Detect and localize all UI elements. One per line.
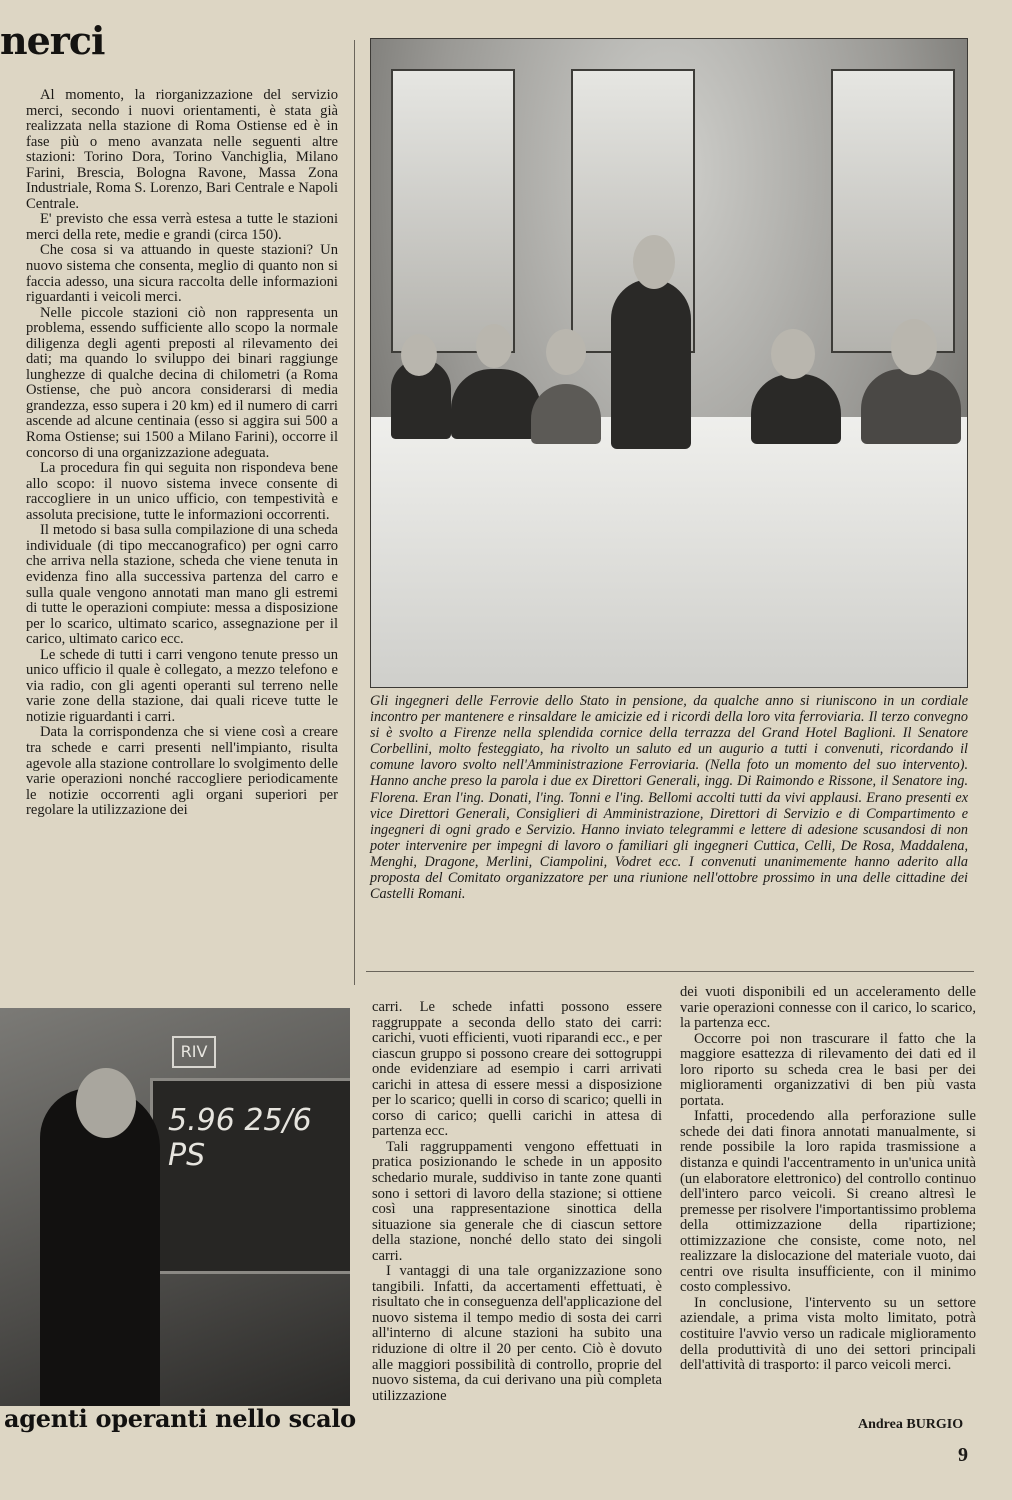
photo-window xyxy=(831,69,955,353)
paragraph: Al momento, la riorganizzazione del servizio merci, secondo i nuovi orientamenti, è stata già realizzata nella stazione di Roma Ostiense ed è in fase più o meno avanzata nelle seguenti altre stazioni: Torino Dora, Torino Vanchiglia, Milano Farini, Brescia, Bologna Ravone, Massa Zona Industriale, Roma S. Lorenzo, Bari Centrale e Napoli Centrale. xyxy=(26,87,338,212)
paragraph: Data la corrispondenza che si viene così a creare tra schede e carri presenti nell'impianto, risulta agevole alla stazione controllare lo svolgimento delle varie operazioni nonché raccogliere periodicamente le notizie occorrenti agli organi superiori per regolare la utilizzazione dei xyxy=(26,724,338,819)
photo-caption: Gli ingegneri delle Ferrovie dello Stato in pensione, da qualche anno si riuniscono in un cordiale incontro per mantenere e rinsaldare le amicizie ed i ricordi della loro vita ferroviaria. Il terzo convegno si è svolto a Firenze nella splendida cornice della terrazza del Grand Hotel Baglioni. Il Senatore Corbellini, molto festeggiato, ha rivolto un saluto ed un augurio a tutti i convenuti, ricordando il comune lavoro svolto nell'Amministrazione Ferroviaria. (Nella foto un momento del suo intervento). Hanno anche preso la parola i due ex Direttori Generali, ingg. Di Raimondo e Rissone, il Senatore ing. Florena. Eran l'ing. Donati, l'ing. Tonni e l'ing. Bellomi accolti tutti da vivi applausi. Erano presenti ex vice Direttori Generali, Consiglieri di Amministrazione, Direttori di Servizio e di Compartimento e ingegneri di ogni grado e Servizio. Hanno inviato telegrammi e lettere di adesione scusandosi di non poter intervenire per impegni di lavoro o familiari gli ingegneri Cuttica, Celli, De Rosa, Maddalena, Menghi, Dragone, Merlini, Ciampolini, Vodret ecc. I convenuti unanimemente hanno aderito alla proposta del Comitato organizzatore per una riunione nell'ottobre prossimo in una delle cittadine dei Castelli Romani. xyxy=(370,693,968,903)
right-column xyxy=(680,985,976,1374)
speaker-head xyxy=(633,235,675,289)
page-number: 9 xyxy=(958,1444,968,1466)
paragraph: I vantaggi di una tale organizzazione sono tangibili. Infatti, da accertamenti effettuati, è risultato che in conseguenza dell'applicazione del nuovo sistema il tempo medio di sosta dei carri all'interno di alcune stazioni ha subito una riduzione di oltre il 20 per cento. Ciò è dovuto alle maggiori possibilità di controllo, proprie del nuovo sistema, da cui derivano una più completa utilizzazione xyxy=(372,1263,662,1404)
guest-head xyxy=(476,324,512,368)
paragraph: E' previsto che essa verrà estesa a tutte le stazioni merci della rete, medie e grandi (circa 150). xyxy=(26,211,338,243)
guest-head xyxy=(771,329,815,379)
guest-figure xyxy=(861,369,961,444)
paragraph: dei vuoti disponibili ed un acceleramento delle varie operazioni connesse con il carico, lo scarico, la partenza ecc. xyxy=(680,984,976,1032)
guest-head xyxy=(891,319,937,375)
guest-figure xyxy=(751,374,841,444)
paragraph: La procedura fin qui seguita non rispondeva bene allo scopo: il nuovo sistema invece consente di raccogliere in un unico ufficio, con tempestività e assoluta precisione, tutte le informazioni occorrenti. xyxy=(26,460,338,523)
chalk-writing: 5.96 25/6 PS xyxy=(168,1103,312,1173)
bottom-photo-caption: agenti operanti nello scalo xyxy=(4,1404,356,1433)
left-column xyxy=(26,88,338,819)
paragraph: Che cosa si va attuando in queste stazioni? Un nuovo sistema che consenta, meglio di quanto non si faccia adesso, una sicura raccolta delle informazioni riguardanti i veicoli merci. xyxy=(26,242,338,306)
guest-figure xyxy=(531,384,601,444)
wagon-mark: RIV xyxy=(172,1036,216,1068)
photo-window xyxy=(391,69,515,353)
middle-column xyxy=(372,1000,662,1404)
paragraph: Infatti, procedendo alla perforazione sulle schede dei dati finora annotati manualmente, si rende possibile la loro rapida trasmissione a distanza e quindi l'accentramento in un'unica unità (un elaboratore elettronico) del controllo continuo dell'intero parco veicoli. Si creano altresì le premesse per risolvere l'importantissimo problema della ottimizzazione della ripartizione; ottimizzazione che consiste, come noto, nel realizzare la dislocazione del materiale vuoto, dai centri ove risulta insufficiente, con il minimo costo complessivo. xyxy=(680,1108,976,1296)
paragraph: Le schede di tutti i carri vengono tenute presso un unico ufficio il quale è collegato, a mezzo telefono e via radio, con gli agenti operanti sul terreno nelle varie zone della stazione, dai quali riceve tutte le notizie riguardanti i carri. xyxy=(26,646,338,725)
paragraph: Nelle piccole stazioni ciò non rappresenta un problema, essendo sufficiente allo scopo la normale diligenza degli agenti preposti al rilevamento dei dati; ma quando lo sviluppo dei binari raggiunge lunghezze di qualche decina di chilometri (a Roma Ostiense, che può ancora considerarsi di media grandezza, esso supera i 20 km) ed il numero di carri ascende ad alcune centinaia (esso si aggira sui 500 a Roma Ostiense; sui 1500 a Milano Farini), occorre il concorso di una organizzazione adeguata. xyxy=(26,304,338,461)
column-divider xyxy=(354,40,355,985)
tablecloth xyxy=(371,417,967,687)
paragraph: Il metodo si basa sulla compilazione di una scheda individuale (di tipo meccanografico) per ogni carro che arriva nella stazione, scheda che viene tenuta in evidenza fino alla successiva partenza del carro e sulla quale vengono annotati man mano gli estremi di tutte le operazioni compiute: messa a disposizione per lo scarico, ultimato scarico, assegnazione per il carico, ultimato carico ecc. xyxy=(26,522,338,648)
worker-head xyxy=(76,1068,136,1138)
horizontal-rule xyxy=(366,971,974,972)
banquet-photo xyxy=(370,38,968,688)
author-signature: Andrea BURGIO xyxy=(858,1417,964,1432)
paragraph: In conclusione, l'intervento su un settore aziendale, a prima vista molto limitato, potrà costituire l'avvio verso un radicale miglioramento della produttività di uno dei settori principali dell'attività di trasporto: il parco veicoli merci. xyxy=(680,1294,976,1374)
paragraph: Tali raggruppamenti vengono effettuati in pratica posizionando le schede in un apposito schedario murale, suddiviso in tante zone quanti sono i settori di lavoro della stazione; si ottiene così una rappresentazione sinottica della situazione sia generale che di ciascun settore della stazione, nonché dello stato dei singoli carri. xyxy=(372,1138,662,1264)
section-header: nerci xyxy=(0,18,105,63)
speaker-figure xyxy=(611,279,691,449)
guest-head xyxy=(401,334,437,376)
paragraph: Occorre poi non trascurare il fatto che la maggiore esattezza di rilevamento dei dati ed il loro riporto su scheda crea le basi per dei miglioramenti organizzativi di ben più vasta portata. xyxy=(680,1030,976,1109)
paragraph: carri. Le schede infatti possono essere raggruppate a seconda dello stato dei carri: carichi, vuoti efficienti, vuoti riparandi ecc., e per ciascun gruppo si possono creare dei sottogruppi onde evidenziare ad esempio i carri arrivati carichi in attesa di essere messi a disposizione per lo scarico; quelli in corso di scarico; quelli in corso di carico; quelli carichi in attesa di partenza ecc. xyxy=(372,999,662,1140)
guest-head xyxy=(546,329,586,375)
guest-figure xyxy=(451,369,541,439)
worker-photo xyxy=(0,1008,350,1406)
